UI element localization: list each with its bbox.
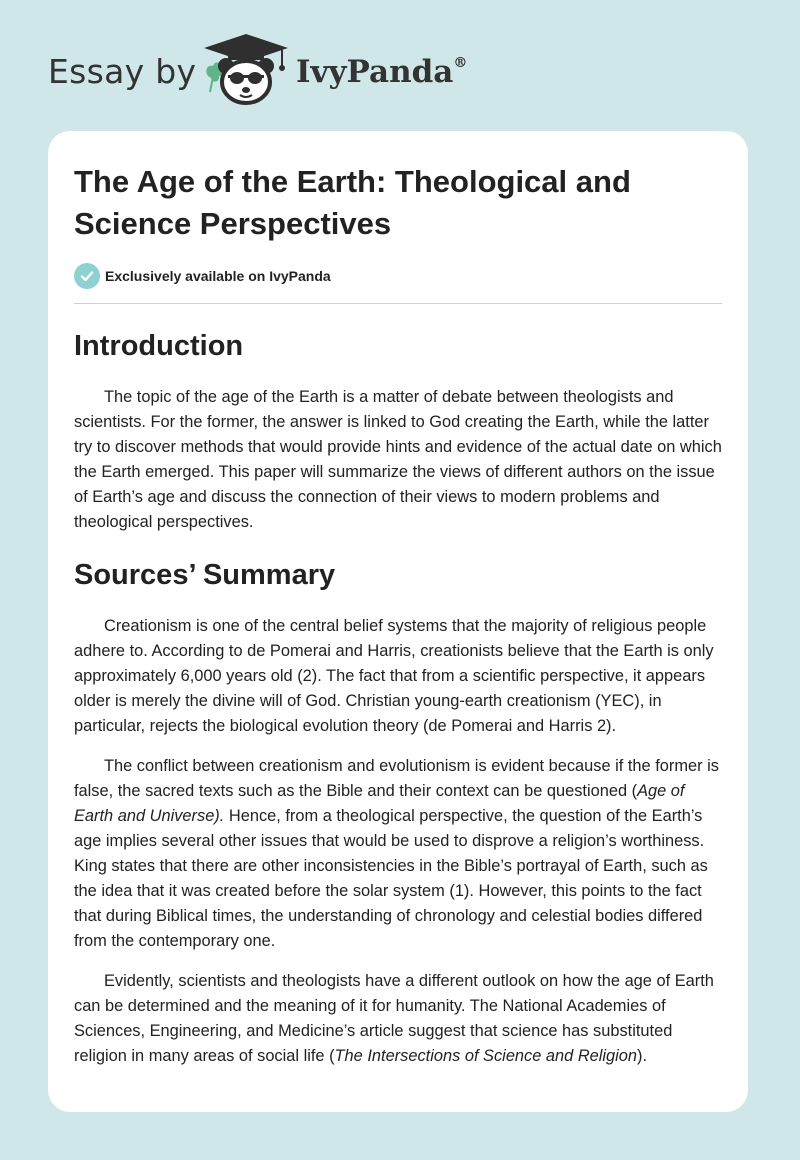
check-icon bbox=[74, 263, 100, 289]
section-heading-introduction: Introduction bbox=[74, 330, 244, 362]
essay-title: The Age of the Earth: Theological and Science Perspectives bbox=[74, 164, 631, 241]
panda-graduate-icon[interactable] bbox=[200, 32, 292, 106]
exclusive-badge-text: Exclusively available on IvyPanda bbox=[105, 268, 331, 284]
essay-card bbox=[48, 131, 748, 1112]
intro-paragraph: The topic of the age of the Earth is a matter of debate between theologists and scientists. For the former, the answer is linked to God creating the Earth, while the latter try to discover methods that would provide hints and evidence of the actual date on which the Earth emerged. This paper will summarize the views of different authors on the issue of Earth’s age and discuss the connection of their views to modern problems and theological perspectives. bbox=[74, 388, 722, 531]
citation-age-of-earth: Age of Earth and Universe). bbox=[74, 782, 685, 825]
citation-intersections: The Intersections of Science and Religion bbox=[334, 1047, 638, 1065]
section-heading-sources-summary: Sources’ Summary bbox=[74, 559, 336, 591]
summary-paragraph-1: Creationism is one of the central belief systems that the majority of religious people adhere to. According to de Pomerai and Harris, creationists believe that the Earth is only approximately 6,000 years old (2). The fact that from a scientific perspective, it appears older is merely the divine will of God. Christian young-earth creationism (YEC), in particular, rejects the biological evolution theory (de Pomerai and Harris 2). bbox=[74, 617, 714, 735]
title-divider bbox=[74, 303, 722, 304]
essay-by-label: Essay by bbox=[48, 52, 197, 91]
site-header bbox=[0, 0, 800, 130]
ivypanda-wordmark[interactable]: IvyPanda® bbox=[296, 54, 468, 90]
summary-paragraph-3: Evidently, scientists and theologists have a different outlook on how the age of Earth can be determined and the meaning of it for humanity. The National Academies of Sciences, Engineering, and Medicine’s article suggest that science has substituted religion in many areas of social life (The Intersections of Science and Religion). bbox=[74, 972, 714, 1065]
exclusive-badge bbox=[74, 263, 722, 289]
summary-paragraph-2: The conflict between creationism and evolutionism is evident because if the former is false, the sacred texts such as the Bible and their context can be questioned (Age of Earth and Universe). Hence, from a theological perspective, the question of the Earth’s age implies several other issues that would be used to disprove a religion’s worthiness. King states that there are other inconsistencies in the Bible’s portrayal of Earth, such as the idea that it was created before the solar system (1). However, this points to the fact that during Biblical times, the understanding of chronology and celestial bodies differed from the contemporary one. bbox=[74, 757, 719, 950]
